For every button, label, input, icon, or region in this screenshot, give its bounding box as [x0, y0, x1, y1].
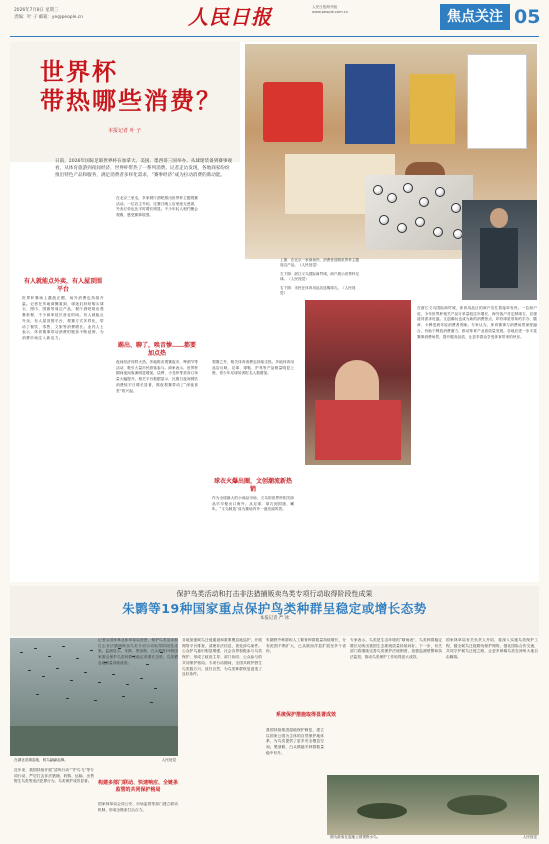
- bottom-col-7: 专家表示，鸟类是生态环境的“晴雨表”，鸟类种群稳定增长反映出我国生态系统质量持续向好。下一步，有关部门将继续完善鸟类保护法规制度，加强监测预警和执法监管，推动鸟类保护工作取得更大成效。: [350, 638, 442, 660]
- feature-col-2: 在北京三里屯，多家餐厅酒吧推出世界杯主题观赛活动。一位店主介绍，比赛日晚上店里座无虚席，外卖订单也比平时增长明显。不少年轻人相约聚会观赛，感受赛事氛围。: [116, 196, 198, 218]
- feature-col-3: 夜间经济同样火热。多地推出观赛夜市、啤酒节等活动，吸引大量市民游客参与。商家表示，世界杯期间夜间客流明显增加，烧烤、小龙虾等美食订单量大幅提升。相关平台数据显示，比赛日夜间餐饮消费较平日增长显著，熬夜观赛带动了“深夜食堂”的兴起。: [116, 360, 198, 393]
- sub-line-2: www.people.com.cn: [312, 10, 349, 15]
- bottom-col-4: 各地加强候鸟迁徙通道和重要栖息地巡护，开展网络平台排查，清理非法信息，查处涉鸟案件。公众护鸟意识明显增强，社会各界积极参与鸟类保护，形成了政府主导、部门协同、公众参与的共同保护格局。专项行动期间，全国共救护野生鸟类数万只，放归自然，为鸟类种群恢复创造了良好条件。: [182, 638, 262, 677]
- issue-date: 2026年7月8日 星期三: [14, 8, 59, 13]
- bottom-col-6: 我国持续推进湿地保护修复，建立以国家公园为主体的自然保护地体系，为鸟类提供了更多安全栖息空间。黑颈鹤、白头鹤越冬种群数量稳中有升。: [266, 728, 324, 755]
- subhead-1: 有人就能点外卖，有人屋顶围平台: [23, 278, 102, 293]
- feature-col-5: 作为全球最大的小商品市场，义乌的世界杯相关商品早早便出口海外。从足球、球衣到国旗、喇叭，“义乌制造”成为赛场内外一道亮丽风景。: [212, 496, 294, 512]
- section-label: 焦点关注: [440, 4, 510, 30]
- footballs-photo: [365, 175, 473, 250]
- bottom-col-2: 国家林草局会同公安、市场监管等部门建立联动机制，形成全链条打击合力。: [98, 802, 178, 812]
- newspaper-logo: 人民日报: [188, 5, 272, 29]
- lead-paragraph: 日前，2026年国际足联世界杯在加拿大、美国、墨西哥三国举办。从球迷装备到赛事观看，从体育旅游到夜间经济，世界杯带热了一系列消费。记者走访发现，各地商家纷纷推出特色产品和服务，满足消费者多样化需求，“赛事经济”成为拉动消费的新动能。: [55, 159, 233, 179]
- bottom-kicker: 保护鸟类活动和打击非法猎捕贩卖鸟类专项行动取得阶段性成果: [176, 590, 373, 598]
- header-rule: [10, 36, 539, 37]
- subhead-3: 球衣火爆出圈，文创潮流新热销: [213, 478, 292, 493]
- bottom-col-3: 记者从国家林业和草原局获悉，保护鸟类活动和打击非法猎捕贩卖鸟类专项行动取得阶段性成果。监测显示，朱鹮、黑颈鹤、白头鹤等19种国家重点保护鸟类种群呈稳定或增长态势，鸟类栖息地质量持续改善。: [98, 638, 178, 665]
- bottom-col-1: 近年来，我国持续开展“清风行动”“护鸟飞”等专项行动，严厉打击非法猎捕、收购、运输、出售野生鸟类等违法犯罪行为，鸟类保护成效显著。: [14, 768, 94, 784]
- vendor-photo: [305, 300, 411, 465]
- masthead-subline: [312, 5, 404, 15]
- subhead-2: 踢出、聊了，唤音惨……都要加点热: [117, 342, 196, 357]
- page-number: 05: [514, 6, 541, 28]
- masthead-meta: [14, 8, 134, 21]
- wetland-photo: [327, 775, 539, 835]
- customer-photo: [462, 200, 537, 300]
- caption-right: 右下图：市民在体育用品店选购球衣。（人民视觉）: [280, 285, 356, 295]
- sub-line-1: 人民日报海外版: [312, 5, 338, 9]
- caption-top: 上图：在北京一家商场内，消费者选购世界杯主题周边产品。（人民视觉）: [280, 258, 360, 268]
- feature-col-6: 在浙江义乌国际商贸城，体育用品区的商户们忙着接单发货。一位商户说，今年世界杯相关产品订单量较往年增长，海外客户对定制球衣、应援道具需求旺盛。文创潮玩也成为新的消费热点，印有球星形象的手办、徽章、卡牌受到年轻消费者青睐。专家认为，体育赛事与消费场景深度融合，有助于释放消费潜力，推动体育产业高质量发展。各地应进一步丰富赛事消费场景，提升服务品质，让更多群众享受体育带来的快乐。: [417, 306, 537, 339]
- birds-credit: 人民视觉: [161, 758, 176, 762]
- wetland-caption: 图为游客在湿地公园观察水鸟。: [330, 835, 381, 839]
- birds-caption: 在湖北洪湖湿地，候鸟翩翩起舞。: [14, 758, 68, 762]
- feature-title: [40, 58, 222, 116]
- feature-title-line2: 带热哪些消费？: [40, 86, 222, 115]
- bottom-col-8: 国家林草局有关负责人介绍，将深入实施鸟类保护工程，健全候鸟迁徙路线保护网络，强化国际合作交流，共同守护候鸟迁徙之路，让更多珍稀鸟类在神州大地自由翱翔。: [446, 638, 538, 660]
- bottom-subhead-1: 构建多部门联动、快速响应、全链条监管的共同保护格局: [98, 780, 179, 793]
- bottom-subhead-2: 系统保护措施取得显著成效: [275, 712, 336, 718]
- bottom-byline: 本报记者 严 冰: [259, 616, 290, 621]
- feature-title-line1: 世界杯: [40, 58, 118, 86]
- feature-col-1: 世界杯赛场上激战正酣，场外消费也持续升温。记者在多地商圈看到，球迷们纷纷购买球衣、围巾、国旗等周边产品，餐厅酒吧推出观赛套餐，不少商家延长营业时间。有人就能点外卖，有人屋顶围平台，观赛方式多样化，带动了餐饮、零售、文旅等消费增长。业内人士表示，体育赛事带动消费的链条不断延伸，为消费市场注入新活力。: [22, 296, 104, 341]
- wetland-credit: 人民视觉: [522, 835, 537, 839]
- editors-line: 责编：叶 子 邮箱：ye@people.cn: [14, 14, 84, 20]
- bottom-col-5: 朱鹮野外种群和人工繁育种群数量持续增长，分布范围不断扩大，已从陕西洋县扩展至多个省份。: [266, 638, 346, 654]
- caption-left: 左下图：浙江义乌国际商贸城，商户展示世界杯足球。（人民视觉）: [280, 271, 360, 282]
- feature-col-4: 观赛之外，相关体育消费也持续走热。多地体育用品店反映，足球、球鞋、护具等产品销量明显上涨，青少年足球培训报名人数增加。: [212, 360, 294, 376]
- feature-byline: 本报记者 叶 子: [108, 128, 142, 134]
- bottom-title: 朱鹮等19种国家重点保护鸟类种群呈稳定或增长态势: [122, 601, 427, 616]
